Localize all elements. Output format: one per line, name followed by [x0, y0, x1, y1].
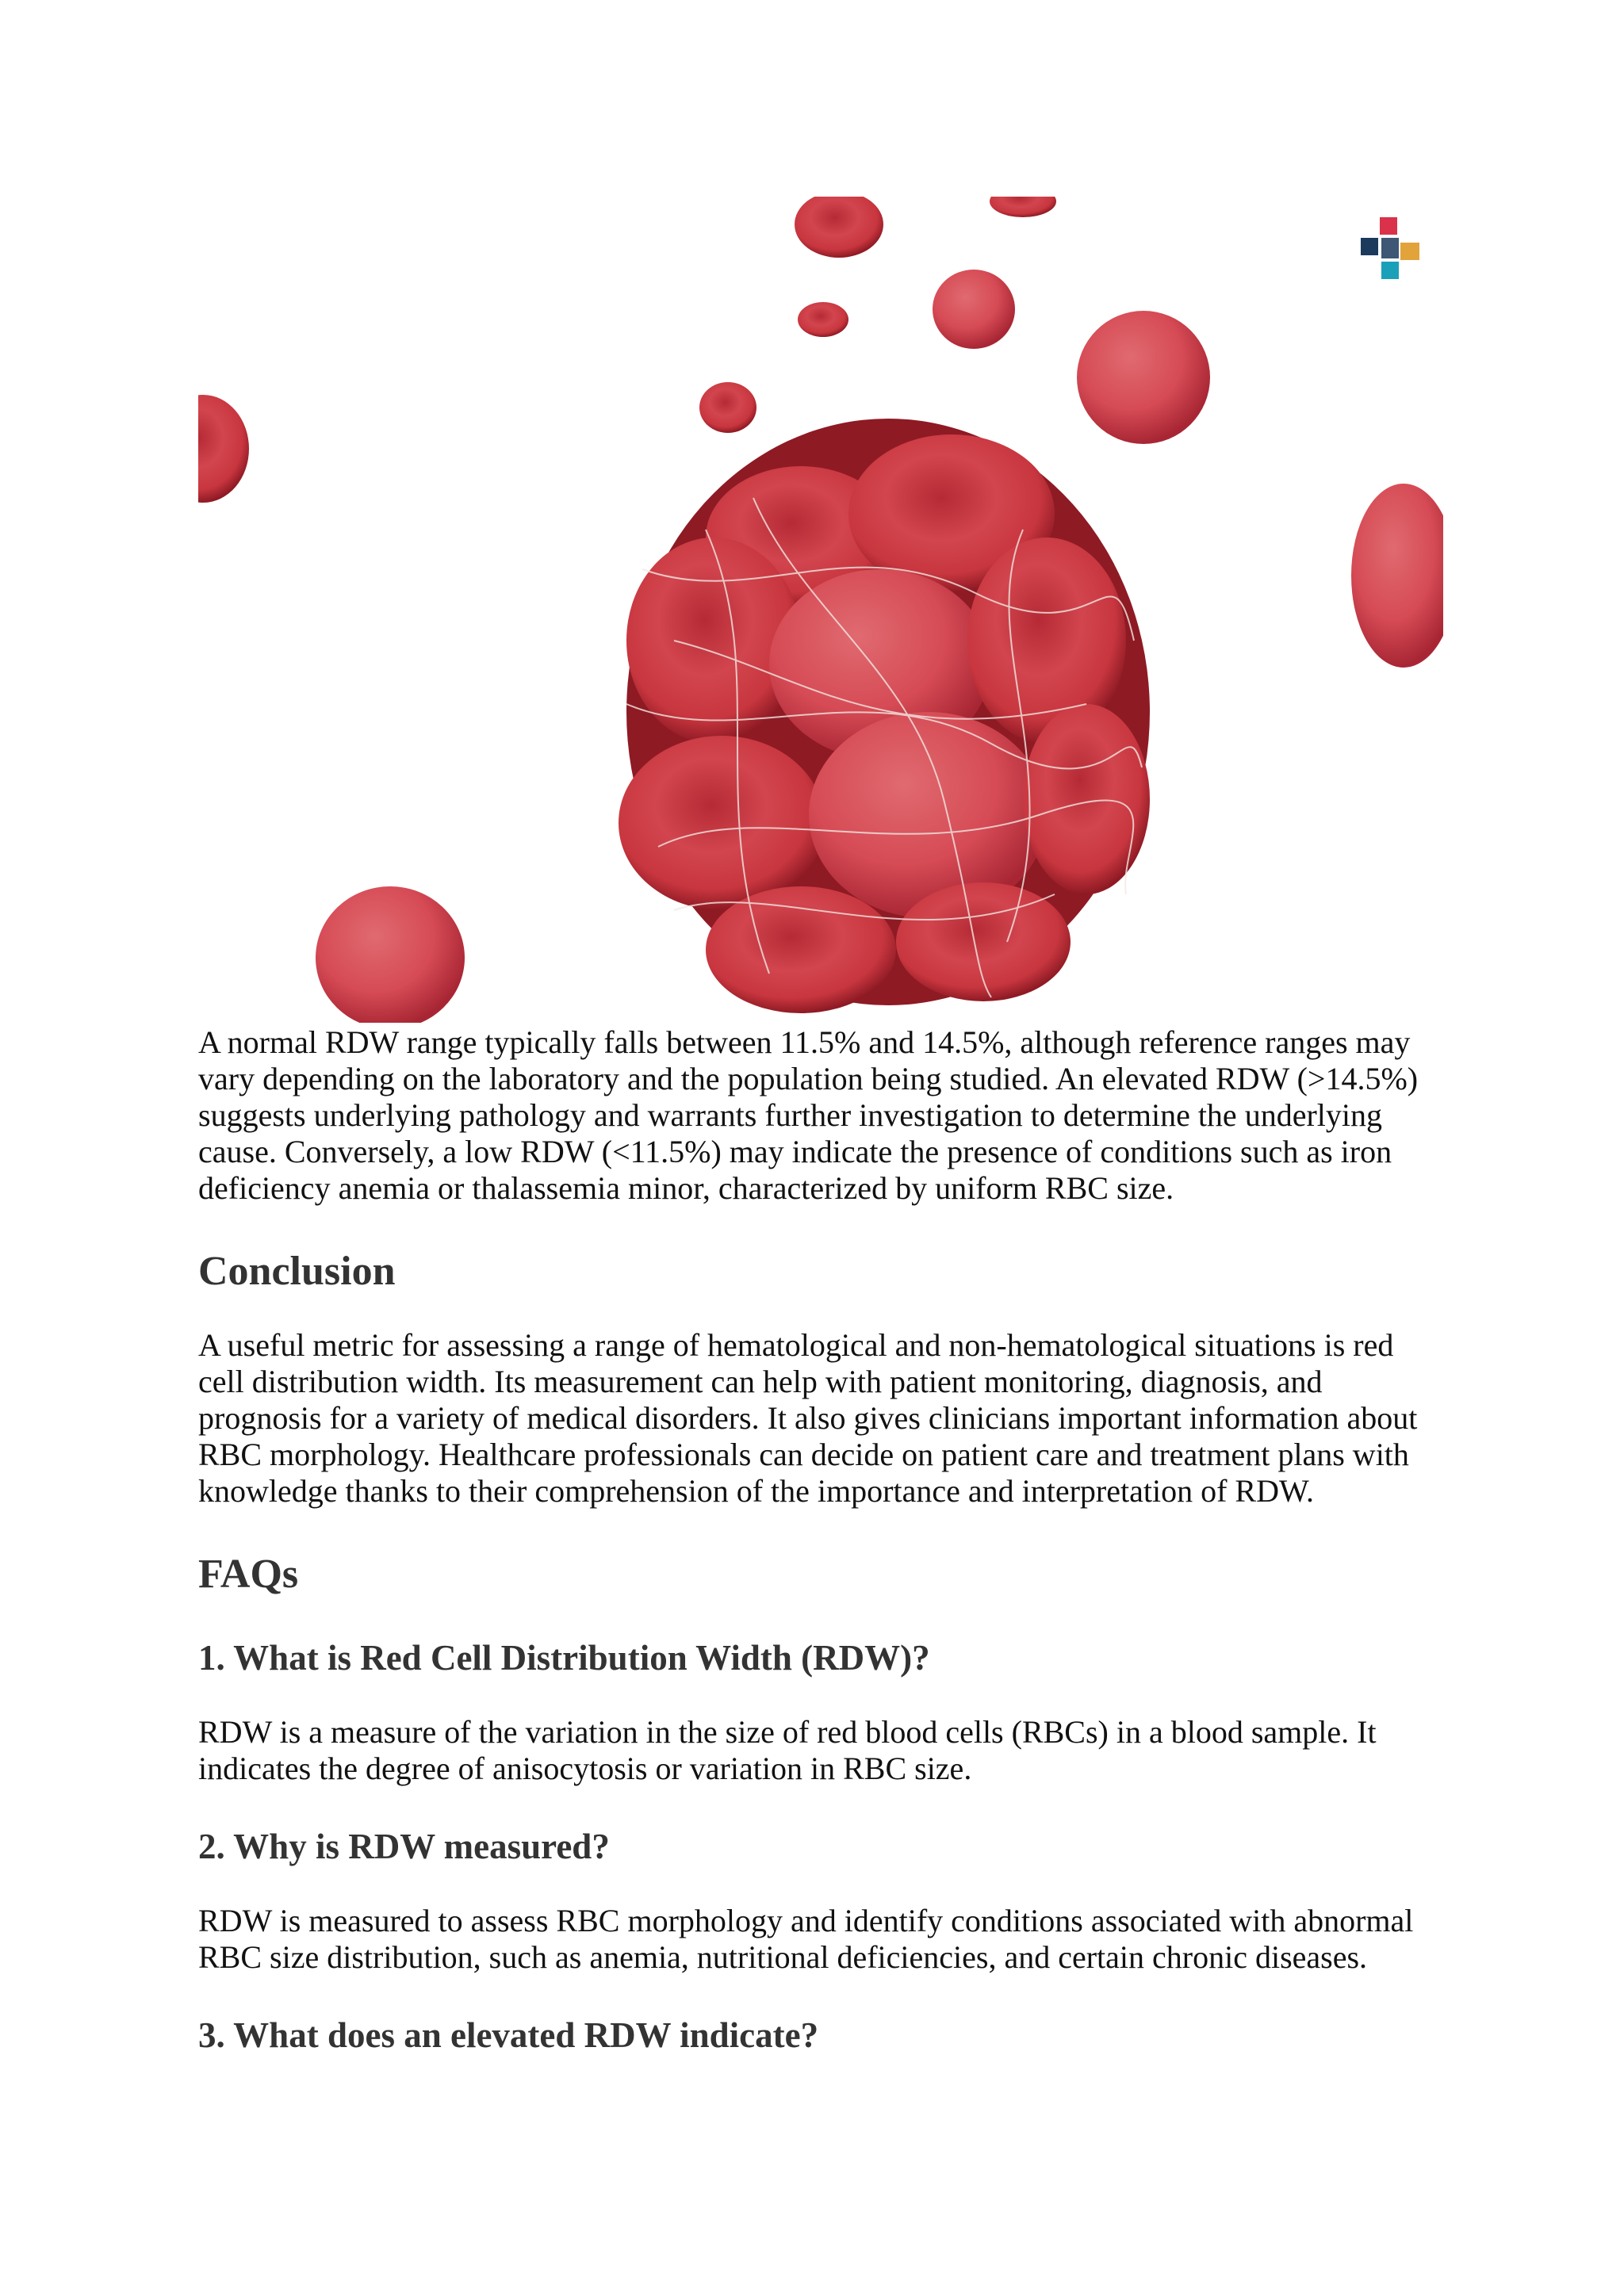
- faqs-heading: FAQs: [198, 1552, 299, 1597]
- faq-question: 2. Why is RDW measured?: [198, 1827, 610, 1866]
- faq-answer: RDW is a measure of the variation in the size of red blood cells (RBCs) in a blood sample. It indicates the degree of anisocytosis or variation in RBC size.: [198, 1714, 1377, 1786]
- medical-cross-logo-icon: [1358, 216, 1424, 282]
- conclusion-heading: Conclusion: [198, 1249, 396, 1294]
- conclusion-paragraph: A useful metric for assessing a range of hematological and non-hematological situations is red cell distribution width. Its measurement can help with patient monitoring, diagnosis, and prognosis for a variety of medical disorders. It also gives clinicians important information about RBC morphology. Healthcare professionals can decide on patient care and treatment plans with knowledge thanks to their comprehension of the importance and interpretation of RDW.: [198, 1327, 1418, 1509]
- faq-answer: RDW is measured to assess RBC morphology and identify conditions associated with abnormal RBC size distribution, such as anemia, nutritional deficiencies, and certain chronic diseases.: [198, 1903, 1414, 1975]
- faq-question: 1. What is Red Cell Distribution Width (RDW)?: [198, 1638, 930, 1678]
- rdw-range-paragraph: A normal RDW range typically falls between 11.5% and 14.5%, although reference ranges may vary depending on the laboratory and the population being studied. An elevated RDW (>14.5%) suggests underlying pathology and warrants further investigation to determine the underlying cause. Conversely, a low RDW (<11.5%) may indicate the presence of conditions such as iron deficiency anemia or thalassemia minor, characterized by uniform RBC size.: [198, 1024, 1419, 1206]
- faq-question: 3. What does an elevated RDW indicate?: [198, 2015, 819, 2055]
- article-body: [198, 1024, 1443, 2057]
- hero-image: [198, 197, 1443, 1023]
- blood-clot-cluster: [619, 419, 1150, 1013]
- red-blood-cell-clot-illustration: [198, 197, 1443, 1023]
